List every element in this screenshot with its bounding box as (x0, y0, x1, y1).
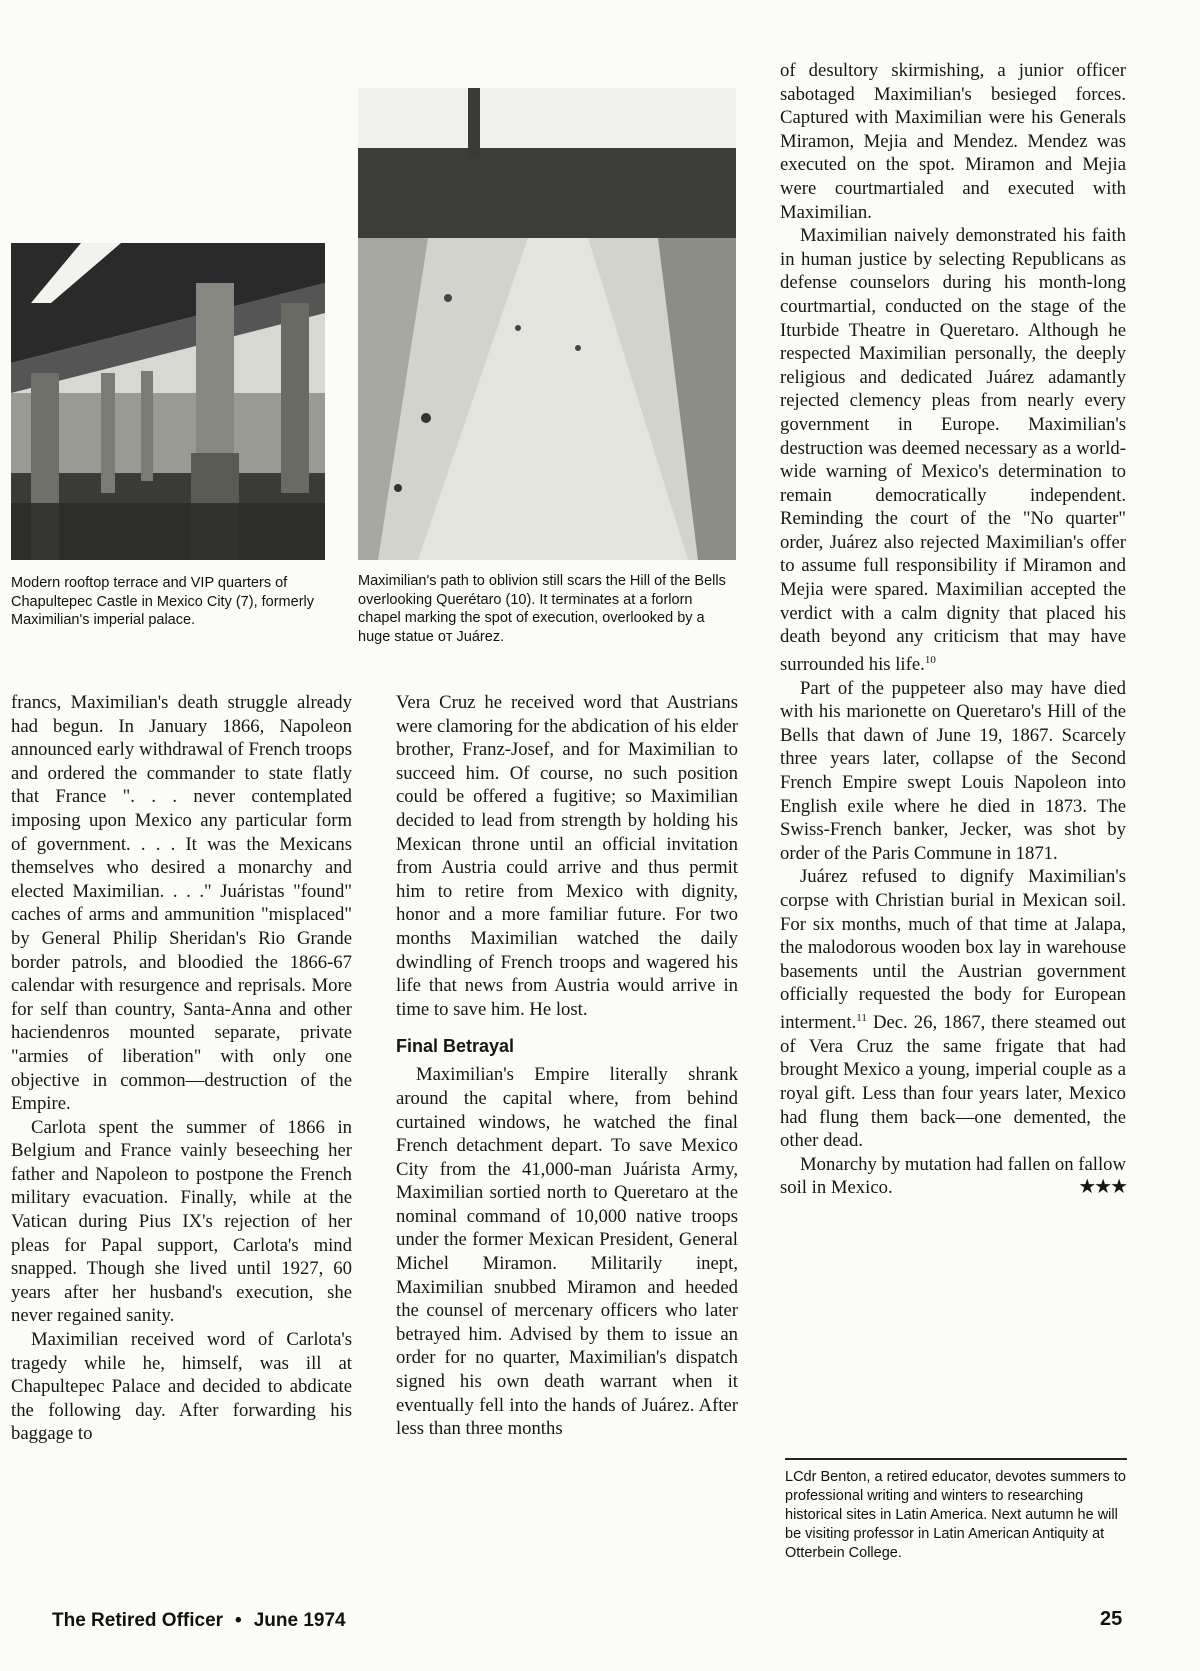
issue-date: June 1974 (253, 1610, 346, 1631)
column3-paragraph-2 (780, 224, 1126, 677)
section-heading: Final Betrayal (396, 1036, 515, 1057)
terrace-photo (11, 243, 325, 560)
bio-divider (785, 1458, 1127, 1460)
terrace-photo-caption: Modern rooftop terrace and VIP quarters of Chapultepec Castle in Mexico City (7), formerly Maximilian's imperial palace. (11, 575, 314, 628)
footnote-11: 11 (856, 1011, 867, 1024)
column3-paragraph-5 (780, 1153, 1126, 1200)
column2-paragraph-1: Vera Cruz he received word that Austrians were clamoring for the abdication of his elder brother, Franz-Josef, and for Maximilian to succeed him. Of course, no such position could be offered a fugitive; so Maximilian decided to lead from strength by holding his Mexican throne until an official invitation from Austria could arrive and thus permit him to retire from Mexico with dignity, honor and a more familiar future. For two months Maximilian watched the daily dwindling of French troops and wagered his life that news from Austria would arrive in time to save him. He lost. (396, 692, 738, 1020)
author-bio: LCdr Benton, a retired educator, devotes summers to professional writing and winters to researching historical sites in Latin America. Next autumn he will be visiting professor in Latin American Antiquity at Otterbein College. (785, 1469, 1126, 1561)
publication-name: The Retired Officer (52, 1610, 224, 1631)
article-column-1 (11, 691, 352, 1446)
article-column-2 (396, 691, 738, 1441)
column3-paragraph-4-text: Juárez refused to dignify Maximilian's corpse with Christian burial in Mexican soil. For six months, much of that time at Jalapa, the malodorous wooden box lay in warehouse basements until the Austrian government officially requested the body for European interment. (780, 866, 1126, 1034)
column2-paragraph-2: Maximilian's Empire literally shrank around the capital where, from behind curtained windows, he watched the final French detachment depart. To save Mexico City from the 41,000-man Juárista Army, Maximilian sortied north to Queretaro at the nominal command of 10,000 native troops under the former Mexican President, General Michel Miramon. Militarily inept, Maximilian snubbed Miramon and heeded the counsel of mercenary officers who later betrayed him. Advised by them to issue an order for no quarter, Maximilian's dispatch signed his own death warrant when it eventually fell into the hands of Juárez. After less than three months (396, 1064, 738, 1440)
column3-paragraph-2-text: Maximilian naively demonstrated his faith in human justice by selecting Republicans as defense counselors during his month-long courtmartial, conducted on the stage of the Iturbide Theatre in Queretaro. Although he respected Maximilian personally, the deeply religious and dedicated Juárez adamantly rejected clemency pleas from nearly every government in Europe. Maximilian's destruction was deemed necessary as a world-wide warning of Mexico's determination to remain democratically independent. Reminding the court of the "No quarter" order, Juárez also rejected Maximilian's offer to assume full responsibility if Miramon and Mejia were spared. Maximilian accepted the verdict with a calm dignity that placed his death beyond any criticism that may have surrounded his life. (780, 225, 1126, 676)
column1-paragraph-2: Carlota spent the summer of 1866 in Belgium and France vainly beseeching her father and Napoleon to postpone the French military evacuation. Finally, while at the Vatican during Pius IX's rejection of her pleas for Papal support, Carlota's mind snapped. Though she lived until 1927, 60 years after her husband's execution, she never regained sanity. (11, 1116, 352, 1327)
page-footer (52, 1610, 346, 1632)
column3-paragraph-4 (780, 865, 1126, 1152)
column3-paragraph-3: Part of the puppeteer also may have died with his marionette on Queretaro's Hill of the Bells that dawn of June 19, 1867. Scarcely three years later, collapse of the Second French Empire swept Louis Napoleon into English exile where he died in 1873. The Swiss-French banker, Jecker, was shot by order of the Paris Commune in 1871. (780, 677, 1126, 864)
column3-paragraph-1: of desultory skirmishing, a junior officer sabotaged Maximilian's besieged forces. Captured with Maximilian were his Generals Miramon, Mejia and Mendez. Mendez was executed on the spot. Miramon and Mejia were courtmartialed and executed with Maximilian. (780, 60, 1126, 223)
end-mark-stars: ★★★ (1078, 1176, 1126, 1199)
column1-paragraph-3: Maximilian received word of Carlota's tragedy while he, himself, was ill at Chapultepec Palace and decided to abdicate the following day. After forwarding his baggage to (11, 1329, 352, 1445)
column3-paragraph-5-text: Monarchy by mutation had fallen on fallow soil in Mexico. (780, 1153, 1126, 1199)
page-number: 25 (1100, 1608, 1123, 1630)
column3-paragraph-4-continued: Dec. 26, 1867, there steamed out of Vera Cruz the same frigate that had brought Mexico a young, imperial couple as a royal gift. Less than four years later, Mexico had flung them back—one demented, the other dead. (780, 1012, 1126, 1152)
hill-of-the-bells-photo (358, 88, 736, 560)
footer-separator: • (235, 1610, 242, 1631)
article-column-3 (780, 59, 1126, 1200)
footnote-10: 10 (924, 653, 936, 666)
column1-paragraph-1: francs, Maximilian's death struggle already had begun. In January 1866, Napoleon announced early withdrawal of French troops and ordered the commander to state flatly that France ". . . never contemplated imposing upon Mexico any particular form of government. . . . It was the Mexicans themselves who desired a monarchy and elected Maximilian. . . ." Juáristas "found" caches of arms and ammunition "misplaced" by General Philip Sheridan's Rio Grande border patrols, and bloodied the 1866-67 calendar with resurgence and reprisals. More for self than country, Santa-Anna and other haciendenros mounted separate, private "armies of liberation" with only one objective in common—destruction of the Empire. (11, 692, 352, 1115)
hill-photo-caption: Maximilian's path to oblivion still scars the Hill of the Bells overlooking Querétaro (10). It terminates at a forlorn chapel marking the spot of execution, overlooked by a huge statue oт Juárez. (358, 573, 726, 645)
